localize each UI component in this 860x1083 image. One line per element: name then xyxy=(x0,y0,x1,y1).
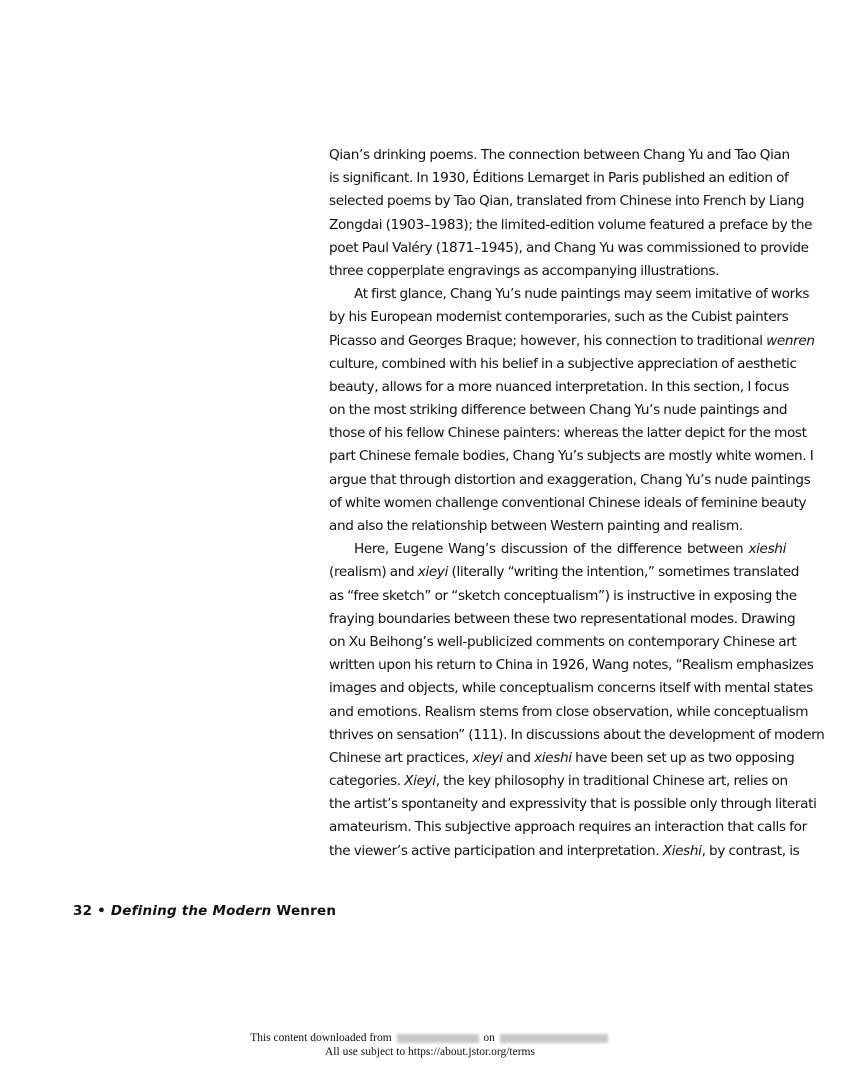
text-line xyxy=(329,816,807,839)
book-title-italic: Defining the Modern xyxy=(110,903,272,919)
text-run: amateurism. This subjective approach requires an interaction that calls for xyxy=(329,819,807,836)
text-run: written upon his return to China in 1926, Wang notes, “Realism emphasizes xyxy=(329,657,814,674)
text-run: categories. xyxy=(329,773,405,790)
text-run: (realism) and xyxy=(329,564,418,581)
text-line xyxy=(329,283,810,306)
text-line xyxy=(329,376,790,399)
text-line xyxy=(329,306,789,329)
text-run: , the key philosophy in traditional Chinese art, relies on xyxy=(435,773,788,790)
separator-bullet: • xyxy=(97,903,106,919)
text-run: poet Paul Valéry (1871–1945), and Chang Yu was commissioned to provide xyxy=(329,239,809,256)
body-text xyxy=(329,144,825,863)
text-run: and also the relationship between Western painting and realism. xyxy=(329,518,743,534)
text-line xyxy=(329,538,786,561)
text-run: selected poems by Tao Qian, translated from Chinese into French by Liang xyxy=(329,193,805,210)
text-line xyxy=(329,561,800,584)
text-line xyxy=(329,515,786,538)
redacted-ip xyxy=(397,1034,479,1043)
text-line xyxy=(329,654,814,677)
text-run: fraying boundaries between these two representational modes. Drawing xyxy=(329,610,796,627)
text-line xyxy=(329,167,789,190)
redacted-date xyxy=(500,1034,608,1043)
text-line xyxy=(329,724,825,747)
page-number: 32 xyxy=(73,903,93,919)
text-line xyxy=(329,330,815,353)
text-run: culture, combined with his belief in a subjective appreciation of aesthetic xyxy=(329,355,797,372)
text-line xyxy=(329,701,809,724)
italic-term: xieyi xyxy=(417,564,449,581)
text-run: Picasso and Georges Braque; however, his connection to traditional xyxy=(329,332,767,349)
text-line xyxy=(329,840,800,863)
download-notice-line1 xyxy=(0,1032,860,1044)
text-line xyxy=(329,190,805,213)
text-run: (literally “writing the intention,” sometimes translated xyxy=(448,564,800,581)
download-notice-line2[interactable] xyxy=(0,1046,860,1058)
text-run: Here, Eugene Wang’s discussion of the difference between xyxy=(354,541,749,558)
text-line xyxy=(329,793,817,816)
text-run: of white women challenge conventional Chinese ideals of feminine beauty xyxy=(329,494,807,511)
italic-term: xieyi xyxy=(472,749,503,766)
text-line xyxy=(329,214,813,237)
text-run: three copperplate engravings as accompanying illustrations. xyxy=(329,262,720,279)
text-run: thrives on sensation” (111). In discussions about the development of modern xyxy=(329,726,825,743)
text-line xyxy=(329,445,814,468)
text-run: have been set up as two opposing xyxy=(571,749,795,766)
text-run: is significant. In 1930, Éditions Lemarget in Paris published an edition of xyxy=(329,170,789,187)
download-prefix: This content downloaded from xyxy=(250,1032,392,1044)
text-line xyxy=(329,422,807,445)
text-run: those of his fellow Chinese painters: whereas the latter depict for the most xyxy=(329,425,807,442)
text-line xyxy=(329,585,797,608)
italic-term: Xieshi xyxy=(662,842,702,859)
italic-term: xieshi xyxy=(748,541,786,558)
running-footer xyxy=(73,903,336,919)
text-run: the viewer’s active participation and interpretation. xyxy=(329,842,663,859)
italic-term: Xieyi xyxy=(404,773,436,790)
text-run: Qian’s drinking poems. The connection between Chang Yu and Tao Qian xyxy=(329,147,790,163)
text-line xyxy=(329,747,795,770)
text-line xyxy=(329,144,790,167)
text-run: as “free sketch” or “sketch conceptualism”) is instructive in exposing the xyxy=(329,587,797,604)
download-on: on xyxy=(483,1032,495,1044)
text-run: argue that through distortion and exaggeration, Chang Yu’s nude paintings xyxy=(329,471,811,488)
text-run: part Chinese female bodies, Chang Yu’s subjects are mostly white women. I xyxy=(329,448,814,465)
text-run: on Xu Beihong’s well-publicized comments on contemporary Chinese art xyxy=(329,633,797,650)
text-run: the artist’s spontaneity and expressivity that is possible only through literati xyxy=(329,796,817,813)
text-line xyxy=(329,469,811,492)
text-line xyxy=(329,770,786,793)
text-line xyxy=(329,631,797,654)
text-run: and xyxy=(502,749,535,766)
text-run: Zongdai (1903–1983); the limited-edition volume featured a preface by the xyxy=(329,216,813,233)
text-line xyxy=(329,260,786,283)
italic-term: xieshi xyxy=(534,749,572,766)
text-run: on the most striking difference between Chang Yu’s nude paintings and xyxy=(329,402,788,419)
book-title-roman: Wenren xyxy=(276,903,337,919)
text-run: and emotions. Realism stems from close observation, while conceptualism xyxy=(329,703,809,720)
italic-term: wenren xyxy=(766,332,815,349)
text-run: At first glance, Chang Yu’s nude paintings may seem imitative of works xyxy=(354,286,810,303)
text-run: by his European modernist contemporaries, such as the Cubist painters xyxy=(329,309,789,326)
text-line xyxy=(329,399,786,422)
text-line xyxy=(329,237,809,260)
text-line xyxy=(329,492,807,515)
text-line xyxy=(329,608,796,631)
text-run: , by contrast, is xyxy=(701,842,800,859)
text-run: beauty, allows for a more nuanced interpretation. In this section, I focus xyxy=(329,378,790,395)
terms-link[interactable]: All use subject to https://about.jstor.org/terms xyxy=(325,1046,535,1058)
text-line xyxy=(329,677,813,700)
text-run: images and objects, while conceptualism concerns itself with mental states xyxy=(329,680,813,697)
text-line xyxy=(329,353,797,376)
text-run: Chinese art practices, xyxy=(329,749,473,766)
